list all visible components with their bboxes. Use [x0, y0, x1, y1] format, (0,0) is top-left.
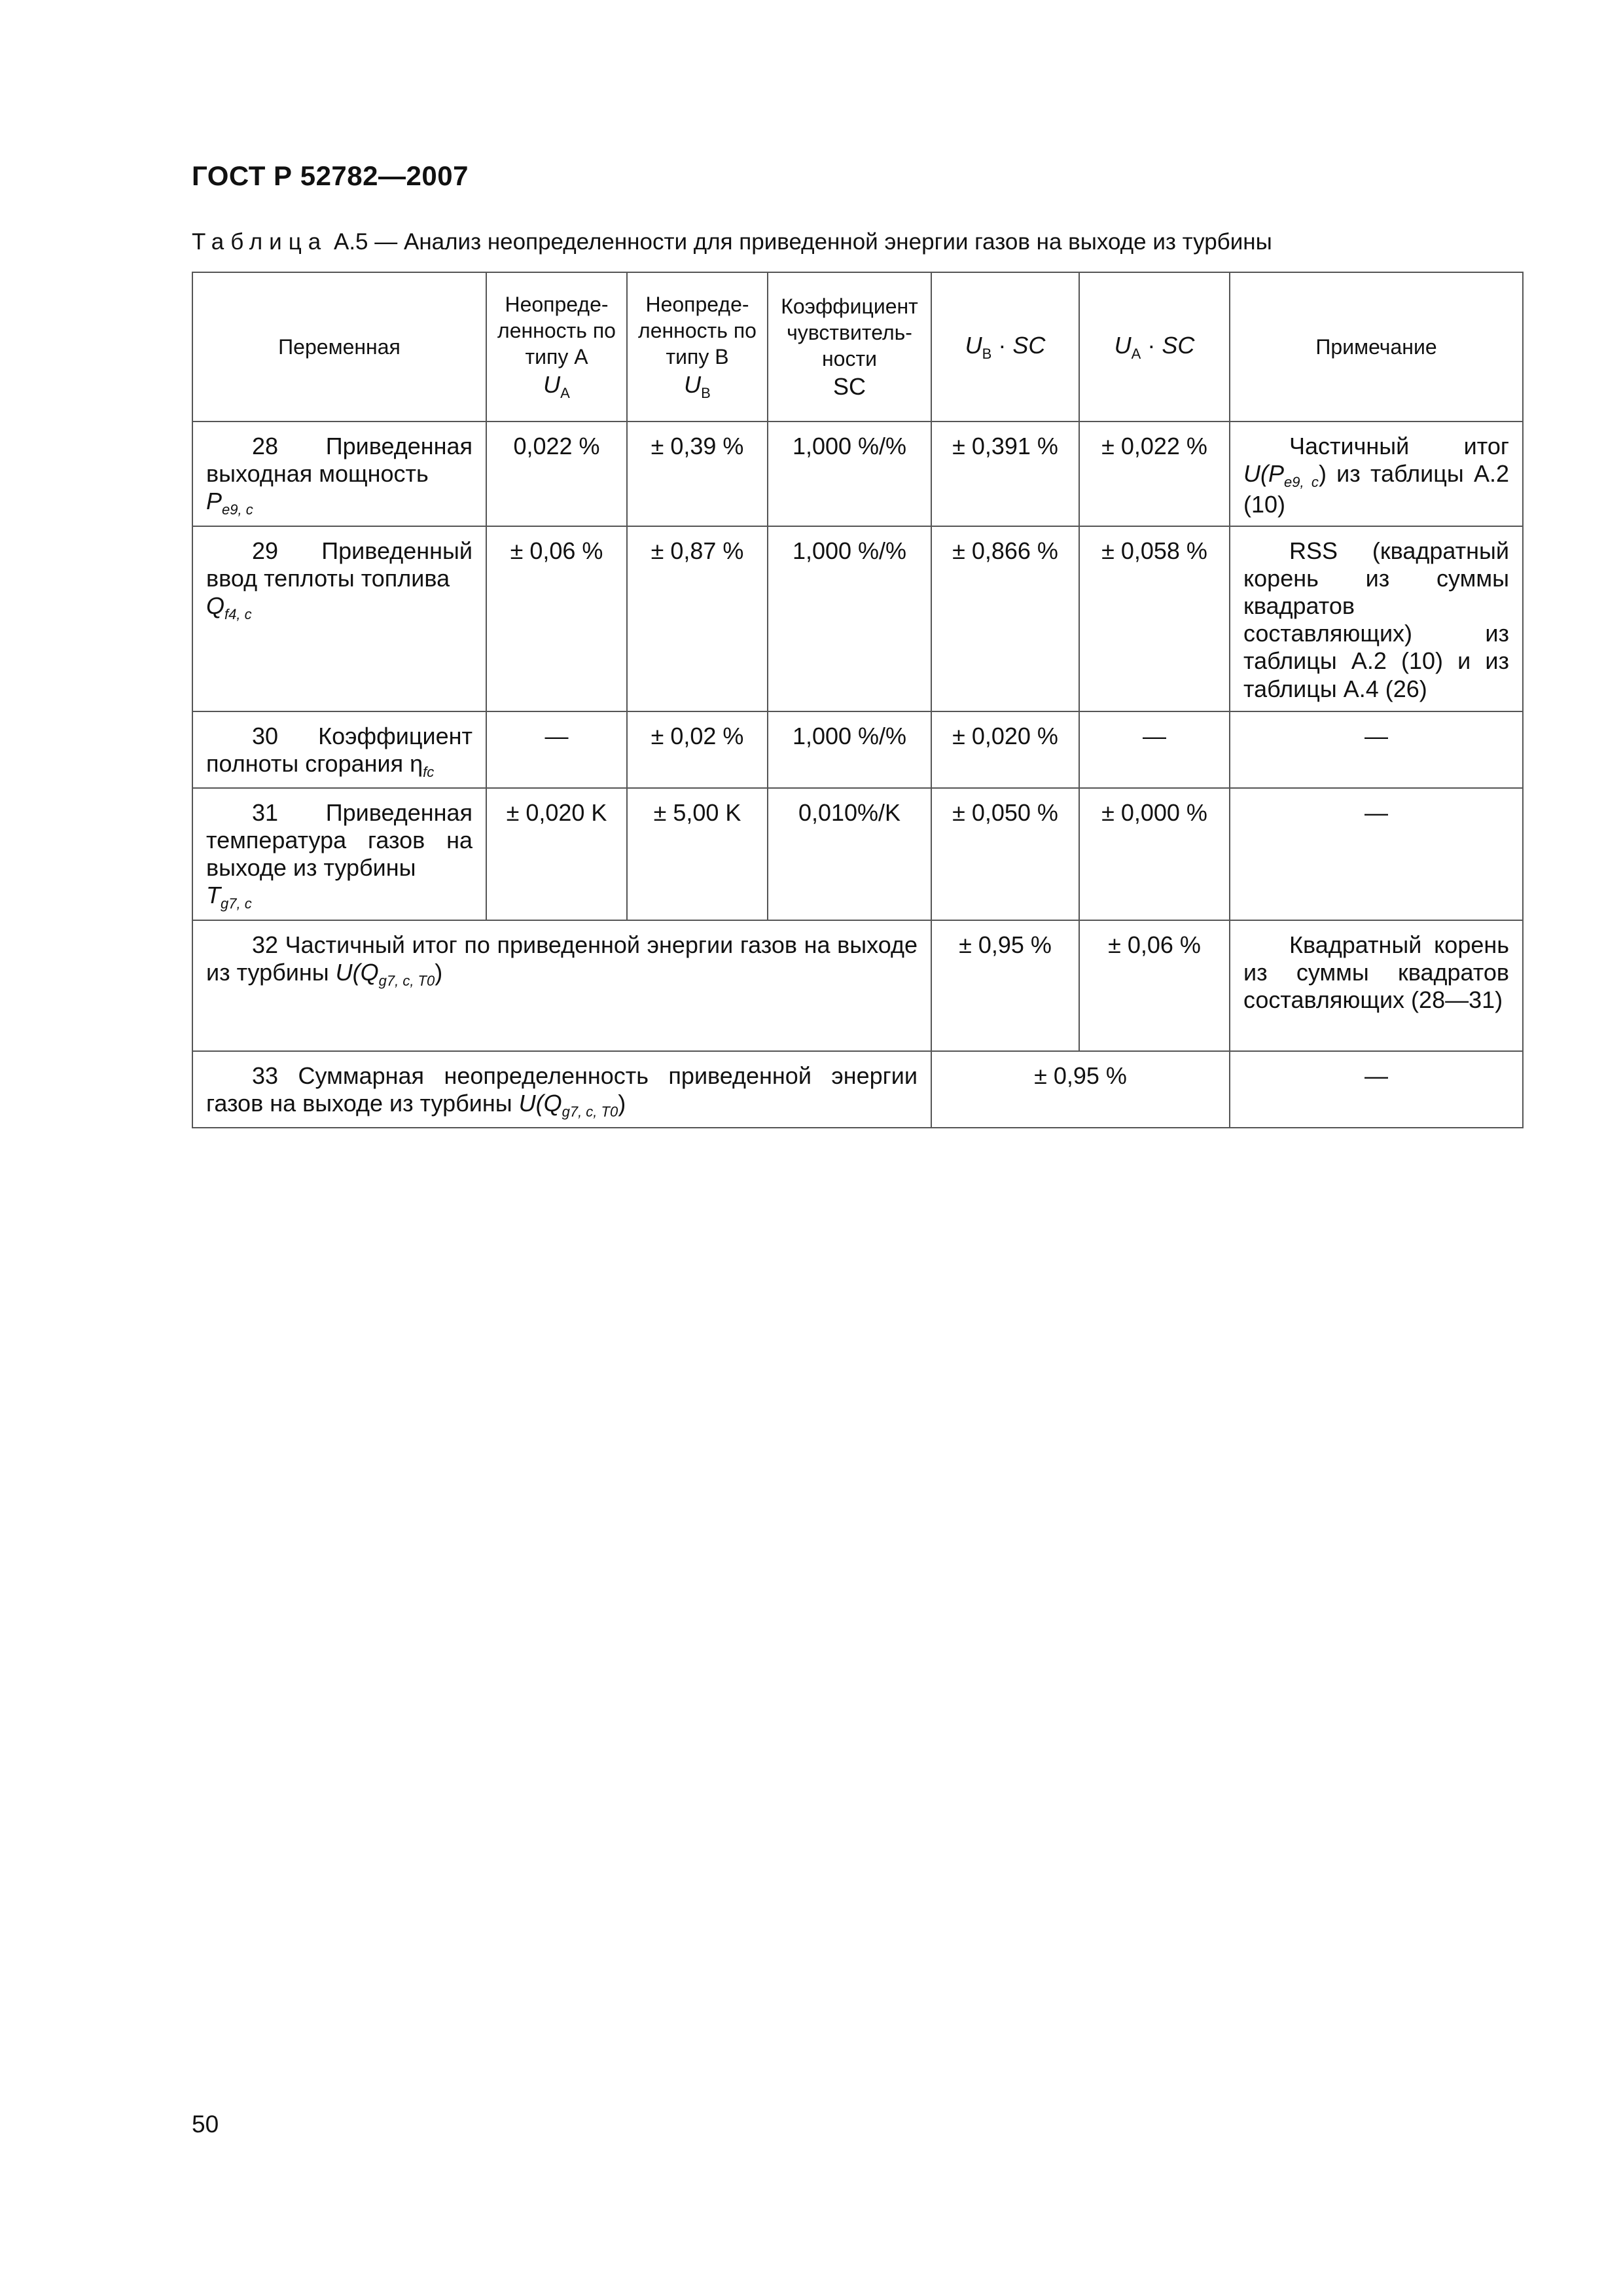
cell-ua-sc: ± 0,06 %	[1079, 920, 1230, 1051]
row-variable-cell: 31 Приведенная температура газов на выходе из турбины $T_{g7, c}$	[192, 788, 486, 920]
cell-ua-sc: —	[1079, 711, 1230, 788]
cell-ub-sc: ± 0,050 %	[931, 788, 1079, 920]
table-row	[192, 711, 1523, 788]
cell-ua: —	[486, 711, 627, 788]
header-ua-sc: $U_A$ · SC	[1079, 272, 1230, 422]
caption-prefix: Таблица	[192, 229, 328, 255]
uncertainty-table	[192, 272, 1524, 1128]
cell-ua-sc: ± 0,022 %	[1079, 422, 1230, 526]
cell-ua-sc: ± 0,000 %	[1079, 788, 1230, 920]
cell-note: —	[1230, 711, 1523, 788]
table-caption	[192, 229, 1272, 255]
cell-ua-sc: ± 0,058 %	[1079, 526, 1230, 711]
header-ub-sc: $U_B$ · SC	[931, 272, 1079, 422]
cell-ua: ± 0,06 %	[486, 526, 627, 711]
cell-note: RSS (квадратный корень из суммы квадратов составляющих) из таблицы А.2 (10) и из таблицы А.4 (26)	[1230, 526, 1523, 711]
table-row	[192, 920, 1523, 1051]
cell-note: Квадратный корень из суммы квадратов составляющих (28—31)	[1230, 920, 1523, 1051]
caption-text: — Анализ неопределенности для приведенной энергии газов на выходе из турбины	[374, 229, 1272, 255]
cell-ua: ± 0,020 K	[486, 788, 627, 920]
uncertainty-table-container	[192, 272, 1524, 1128]
table-row	[192, 788, 1523, 920]
cell-ub-sc: ± 0,020 %	[931, 711, 1079, 788]
cell-ub: ± 0,02 %	[627, 711, 768, 788]
row-variable-cell: 29 Приведенный ввод теплоты топлива $Q_{f4, c}$	[192, 526, 486, 711]
row-variable-cell: 28 Приведенная выходная мощность $P_{e9, c}$	[192, 422, 486, 526]
header-note: Примечание	[1230, 272, 1523, 422]
cell-ub-sc: ± 0,866 %	[931, 526, 1079, 711]
cell-note: Частичный итог $U(P_{e9, c})$ из таблицы А.2 (10)	[1230, 422, 1523, 526]
cell-ub-sc: ± 0,95 %	[931, 920, 1079, 1051]
header-ub-symbol: $U_B$	[684, 371, 711, 402]
table-row	[192, 1051, 1523, 1128]
page-number: 50	[192, 2111, 219, 2138]
cell-sc: 1,000 %/%	[768, 422, 931, 526]
cell-note: —	[1230, 788, 1523, 920]
cell-sc: 0,010%/K	[768, 788, 931, 920]
table-header-row	[192, 272, 1523, 422]
row-variable-cell: 32 Частичный итог по приведенной энергии газов на выходе из турбины $U(Q_{g7, c, T0})$	[192, 920, 931, 1051]
header-ua-symbol: $U_A$	[543, 371, 570, 402]
cell-ub: ± 0,87 %	[627, 526, 768, 711]
cell-total: ± 0,95 %	[931, 1051, 1230, 1128]
header-type-a: Неопреде- ленность по типу А $U_A$	[486, 272, 627, 422]
document-header: ГОСТ Р 52782—2007	[192, 160, 469, 191]
header-variable: Переменная	[192, 272, 486, 422]
row-variable-cell: 33 Суммарная неопределенность приведенной энергии газов на выходе из турбины $U(Q_{g7, c, T0})$	[192, 1051, 931, 1128]
cell-sc: 1,000 %/%	[768, 526, 931, 711]
table-row	[192, 422, 1523, 526]
table-row	[192, 526, 1523, 711]
cell-ua: 0,022 %	[486, 422, 627, 526]
cell-ub: ± 5,00 K	[627, 788, 768, 920]
row-variable-cell: 30 Коэффициент полноты сгорания $\eta_{fc}$	[192, 711, 486, 788]
caption-number: А.5	[333, 229, 368, 255]
cell-ub: ± 0,39 %	[627, 422, 768, 526]
header-type-b: Неопреде- ленность по типу В $U_B$	[627, 272, 768, 422]
cell-ub-sc: ± 0,391 %	[931, 422, 1079, 526]
cell-note: —	[1230, 1051, 1523, 1128]
header-sensitivity: Коэффициент чувствитель- ности SC	[768, 272, 931, 422]
cell-sc: 1,000 %/%	[768, 711, 931, 788]
